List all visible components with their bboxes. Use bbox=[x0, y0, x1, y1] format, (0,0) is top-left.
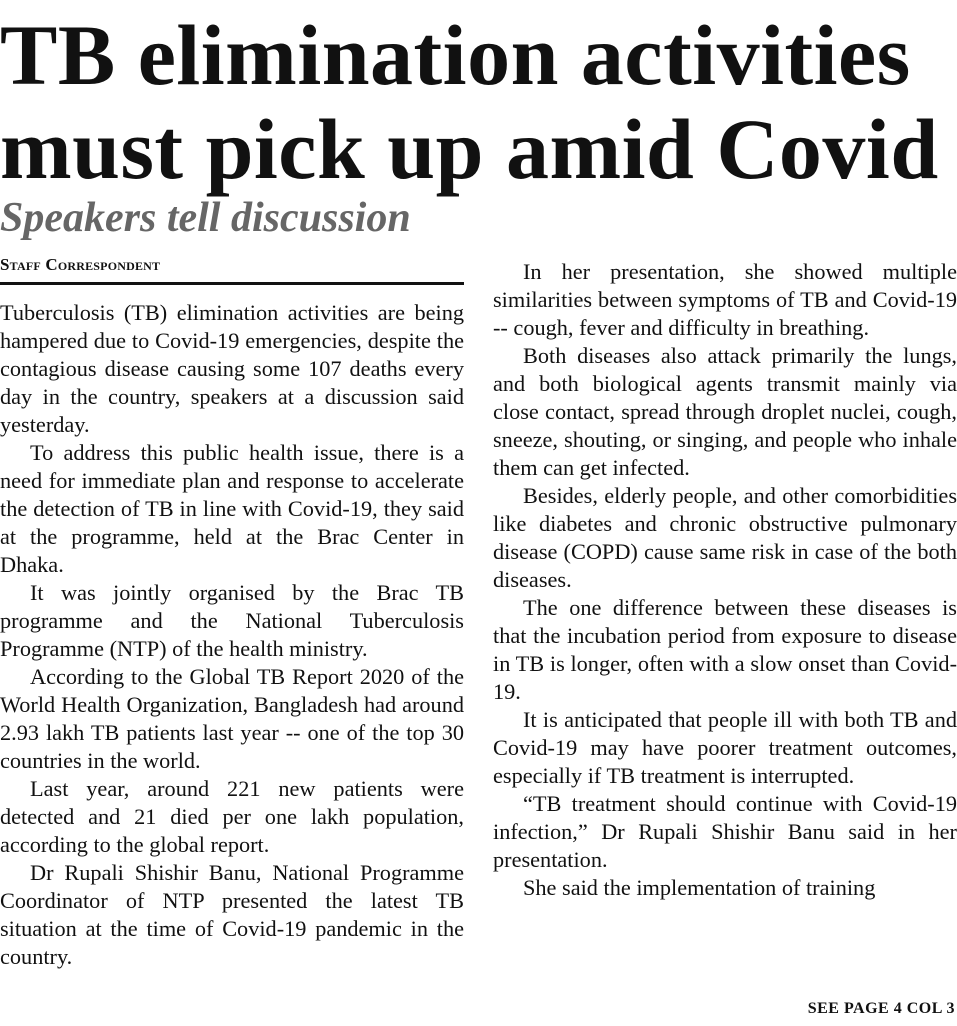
paragraph: “TB treatment should continue with Covid-19 infection,” Dr Rupali Shishir Banu said in her presentation. bbox=[493, 791, 957, 872]
byline: Staff Correspondent bbox=[0, 254, 464, 285]
paragraph: Besides, elderly people, and other comorbidities like diabetes and chronic obstructive pulmonary disease (COPD) cause same risk in case of the both diseases. bbox=[493, 483, 957, 592]
paragraph: To address this public health issue, there is a need for immediate plan and response to accelerate the detection of TB in line with Covid-19, they said at the programme, held at the Brac Center in Dhaka. bbox=[0, 440, 464, 577]
right-column bbox=[493, 258, 957, 902]
paragraph: Last year, around 221 new patients were detected and 21 died per one lakh population, according to the global report. bbox=[0, 776, 464, 857]
continuation-jump-line: SEE PAGE 4 COL 3 bbox=[807, 1000, 955, 1017]
headline bbox=[0, 8, 957, 196]
paragraph: According to the Global TB Report 2020 of the World Health Organization, Bangladesh had around 2.93 lakh TB patients last year -- one of the top 30 countries in the world. bbox=[0, 664, 464, 773]
paragraph: In her presentation, she showed multiple similarities between symptoms of TB and Covid-19 -- cough, fever and difficulty in breathing. bbox=[493, 259, 957, 340]
paragraph: She said the implementation of training bbox=[523, 875, 876, 900]
paragraph: It is anticipated that people ill with both TB and Covid-19 may have poorer treatment outcomes, especially if TB treatment is interrupted. bbox=[493, 707, 957, 788]
paragraph: It was jointly organised by the Brac TB programme and the National Tuberculosis Programme (NTP) of the health ministry. bbox=[0, 580, 464, 661]
paragraph: Both diseases also attack primarily the lungs, and both biological agents transmit mainly via close contact, spread through droplet nuclei, cough, sneeze, shouting, or singing, and people who inhale them can get infected. bbox=[493, 343, 957, 480]
left-column bbox=[0, 299, 464, 971]
headline-line-2: must pick up amid Covid bbox=[0, 101, 939, 197]
paragraph: Dr Rupali Shishir Banu, National Programme Coordinator of NTP presented the latest TB situation at the time of Covid-19 pandemic in the country. bbox=[0, 860, 464, 969]
subheadline: Speakers tell discussion bbox=[0, 195, 411, 241]
paragraph: The one difference between these diseases is that the incubation period from exposure to disease in TB is longer, often with a slow onset than Covid-19. bbox=[493, 595, 957, 704]
headline-line-1: TB elimination activities bbox=[0, 7, 911, 103]
paragraph: Tuberculosis (TB) elimination activities are being hampered due to Covid-19 emergencies, despite the contagious disease causing some 107 deaths every day in the country, speakers at a discussion said yesterday. bbox=[0, 300, 464, 437]
